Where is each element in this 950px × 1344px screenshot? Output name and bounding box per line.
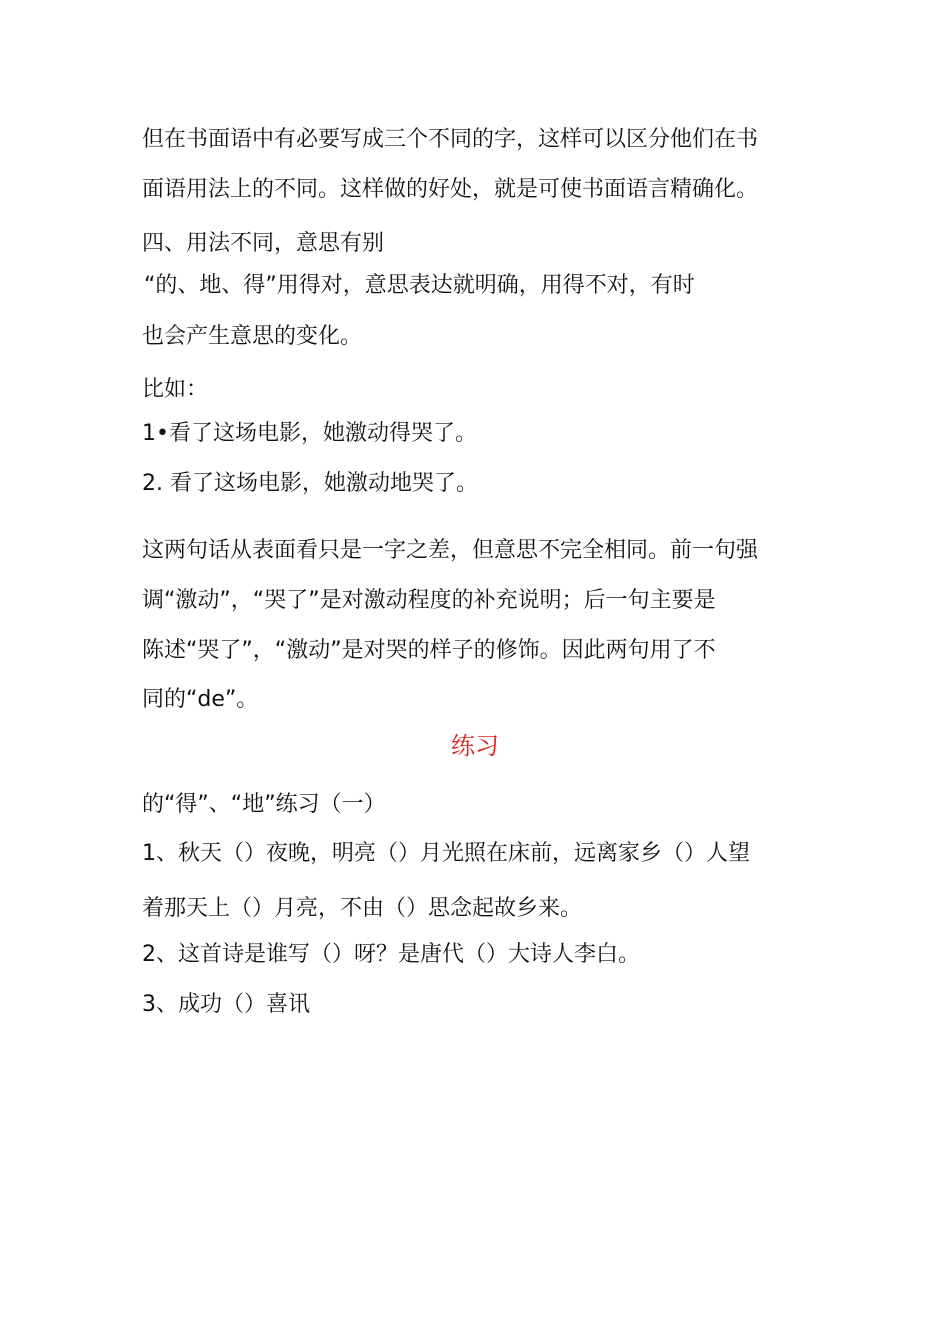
paragraph-line: 陈述“哭了”，“激动”是对哭的样子的修饰。因此两句用了不 xyxy=(142,638,716,663)
exercise-question-2: 2、这首诗是谁写（）呀？是唐代（）大诗人李白。 xyxy=(142,942,640,967)
example-item-1: 1•看了这场电影，她激动得哭了。 xyxy=(142,421,477,446)
exercise-title: 练习 xyxy=(451,732,499,760)
paragraph-line: “的、地、得”用得对，意思表达就明确，用得不对，有时 xyxy=(144,273,695,298)
example-item-2: 2. 看了这场电影，她激动地哭了。 xyxy=(142,471,478,496)
paragraph-line: 面语用法上的不同。这样做的好处，就是可使书面语言精确化。 xyxy=(142,177,759,202)
example-intro: 比如： xyxy=(142,377,209,402)
paragraph-line: 同的“de”。 xyxy=(142,687,259,712)
section-heading: 四、用法不同，意思有别 xyxy=(142,231,385,256)
paragraph-line: 这两句话从表面看只是一字之差，但意思不完全相同。前一句强 xyxy=(142,538,759,563)
paragraph-line: 也会产生意思的变化。 xyxy=(142,324,363,349)
paragraph-line: 但在书面语中有必要写成三个不同的字，这样可以区分他们在书 xyxy=(142,127,759,152)
exercise-question-1-cont: 着那天上（）月亮，不由（）思念起故乡来。 xyxy=(142,896,583,921)
paragraph-line: 调“激动”，“哭了”是对激动程度的补充说明；后一句主要是 xyxy=(142,588,716,613)
exercise-question-3: 3、成功（）喜讯 xyxy=(142,992,310,1017)
exercise-subtitle: 的“得”、“地”练习（一） xyxy=(142,792,386,817)
exercise-question-1: 1、秋天（）夜晚，明亮（）月光照在床前，远离家乡（）人望 xyxy=(142,841,750,866)
